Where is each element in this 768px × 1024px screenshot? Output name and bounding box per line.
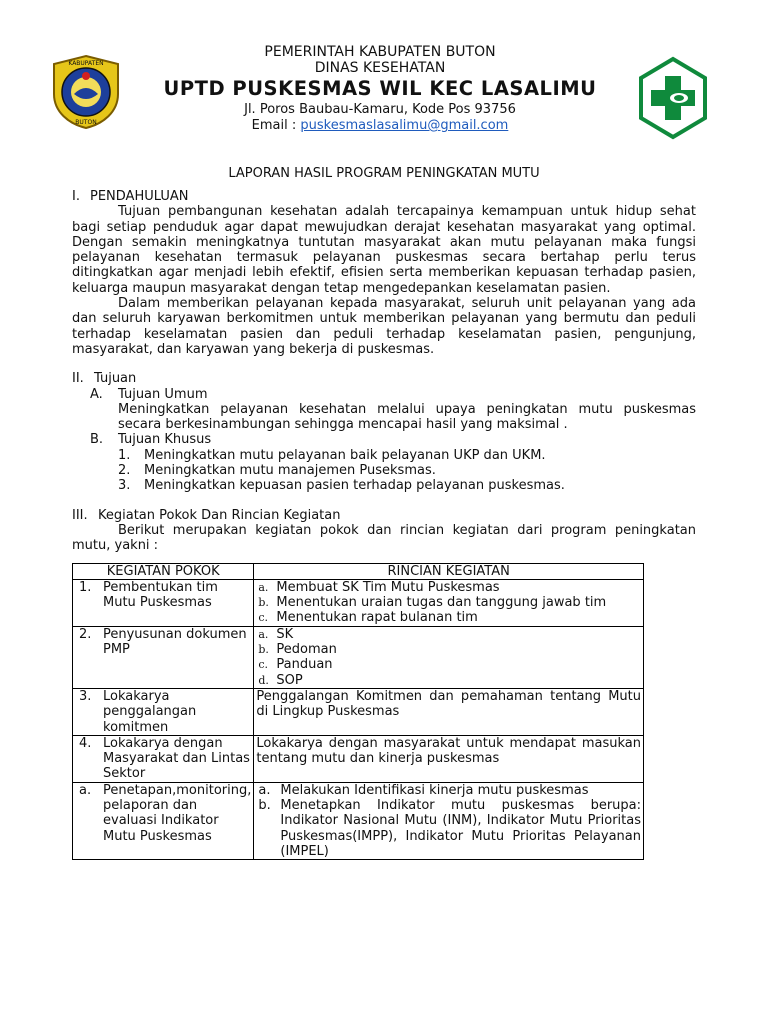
email-link[interactable]: puskesmaslasalimu@gmail.com bbox=[300, 118, 509, 133]
table-cell: 4. Lokakarya dengan Masyarakat dan Lintas Sektor bbox=[73, 735, 254, 782]
department-name: DINAS KESEHATAN bbox=[314, 60, 446, 76]
government-name: PEMERINTAH KABUPATEN BUTON bbox=[264, 44, 496, 60]
institution-title: UPTD PUSKESMAS WIL KEC LASALIMU bbox=[163, 77, 597, 100]
table-cell bbox=[254, 579, 644, 626]
puskesmas-logo-icon bbox=[637, 56, 709, 140]
table-row bbox=[73, 626, 644, 688]
table-row bbox=[73, 688, 644, 735]
kabupaten-buton-logo-icon bbox=[48, 54, 124, 130]
table-row bbox=[73, 579, 644, 626]
section-1-paragraph-1: Tujuan pembangunan kesehatan adalah tercapainya kemampuan untuk hidup sehat bagi setiap penduduk agar dapat mewujudkan derajat kesehatan masyarakat yang optimal. Dengan semakin meningkatnya tuntutan masyarakat akan mutu pelayanan maka fungsi pelayanan kesehatan termasuk pelayanan puskesmas secara bertahap perlu terus ditingkatkan agar menjadi lebih efektif, efisien serta memberikan kepuasan terhadap pasien, keluarga maupun masyarakat dengan tetap mengedepankan keselamatan pasien. bbox=[72, 204, 696, 296]
logo-text-bottom: BUTON bbox=[75, 119, 97, 126]
list-item: b. Pedoman bbox=[258, 642, 337, 658]
email-line bbox=[120, 118, 640, 134]
list-item: c. Menentukan rapat bulanan tim bbox=[258, 610, 478, 626]
section-2-heading: II. Tujuan bbox=[72, 371, 137, 387]
address: Jl. Poros Baubau-Kamaru, Kode Pos 93756 bbox=[244, 102, 516, 117]
logo-text-top: KABUPATEN bbox=[68, 60, 104, 67]
table-cell: 3. Lokakarya penggalangan komitmen bbox=[73, 688, 254, 735]
section-3-heading: III. Kegiatan Pokok Dan Rincian Kegiatan bbox=[72, 507, 341, 523]
letterhead-text bbox=[120, 44, 640, 134]
list-item: a. SK bbox=[258, 626, 294, 642]
table-cell bbox=[254, 626, 644, 688]
list-item: a. Melakukan Identifikasi kinerja mutu puskesmas bbox=[258, 782, 589, 798]
letterhead bbox=[0, 40, 768, 140]
kegiatan-table bbox=[72, 563, 644, 861]
table-cell: Lokakarya dengan masyarakat untuk mendapat masukan tentang mutu dan kinerja puskesmas bbox=[254, 735, 644, 782]
table-cell: a. Penetapan,monitoring, pelaporan dan evaluasi Indikator Mutu Puskesmas bbox=[73, 782, 254, 859]
tujuan-khusus-item: 2. Meningkatkan mutu manajemen Puseksmas. bbox=[118, 463, 436, 479]
table-cell: Penggalangan Komitmen dan pemahaman tentang Mutu di Lingkup Puskesmas bbox=[254, 688, 644, 735]
list-item: c. Panduan bbox=[258, 657, 333, 673]
table-header-row bbox=[73, 563, 644, 579]
list-item: b. Menetapkan Indikator mutu puskesmas berupa: Indikator Nasional Mutu (INM), Indikator Mutu Prioritas Puskesmas(IMPP), Indikator Mutu Prioritas Pelayanan (IMPEL) bbox=[258, 797, 641, 859]
table-cell: 2. Penyusunan dokumen PMP bbox=[73, 626, 254, 688]
document-title: LAPORAN HASIL PROGRAM PENINGKATAN MUTU bbox=[228, 166, 540, 181]
section-1-heading: I. PENDAHULUAN bbox=[72, 189, 189, 204]
tujuan-umum-heading: A. Tujuan Umum bbox=[90, 386, 208, 402]
table-row bbox=[73, 735, 644, 782]
list-item: b. Menentukan uraian tugas dan tanggung jawab tim bbox=[258, 595, 607, 611]
list-item: a. Membuat SK Tim Mutu Puskesmas bbox=[258, 579, 500, 595]
list-item: d. SOP bbox=[258, 672, 303, 688]
column-header: RINCIAN KEGIATAN bbox=[254, 563, 644, 579]
table-cell bbox=[254, 782, 644, 859]
table-cell: 1. Pembentukan tim Mutu Puskesmas bbox=[73, 579, 254, 626]
table-row bbox=[73, 782, 644, 859]
tujuan-umum-text: Meningkatkan pelayanan kesehatan melalui upaya peningkatan mutu puskesmas secara berkesinambungan sehingga mencapai hasil yang maksimal . bbox=[118, 401, 696, 433]
column-header: KEGIATAN POKOK bbox=[73, 563, 254, 579]
tujuan-khusus-heading: B. Tujuan Khusus bbox=[90, 432, 212, 448]
tujuan-khusus-item: 3. Meningkatkan kepuasan pasien terhadap pelayanan puskesmas. bbox=[118, 478, 565, 494]
section-1-paragraph-2: Dalam memberikan pelayanan kepada masyarakat, seluruh unit pelayanan yang ada dan seluruh karyawan berkomitmen untuk memberikan pelayanan yang bermutu dan peduli terhadap keselamatan pasien dan peduli terhadap keselamatan pasien, pengunjung, masyarakat, dan karyawan yang bekerja di puskesmas. bbox=[72, 296, 696, 357]
tujuan-khusus-item: 1. Meningkatkan mutu pelayanan baik pelayanan UKP dan UKM. bbox=[118, 447, 546, 463]
email-label: Email : bbox=[251, 118, 301, 133]
document-body bbox=[72, 189, 696, 860]
section-3-intro: Berikut merupakan kegiatan pokok dan rincian kegiatan dari program peningkatan mutu, yakni : bbox=[72, 522, 696, 554]
